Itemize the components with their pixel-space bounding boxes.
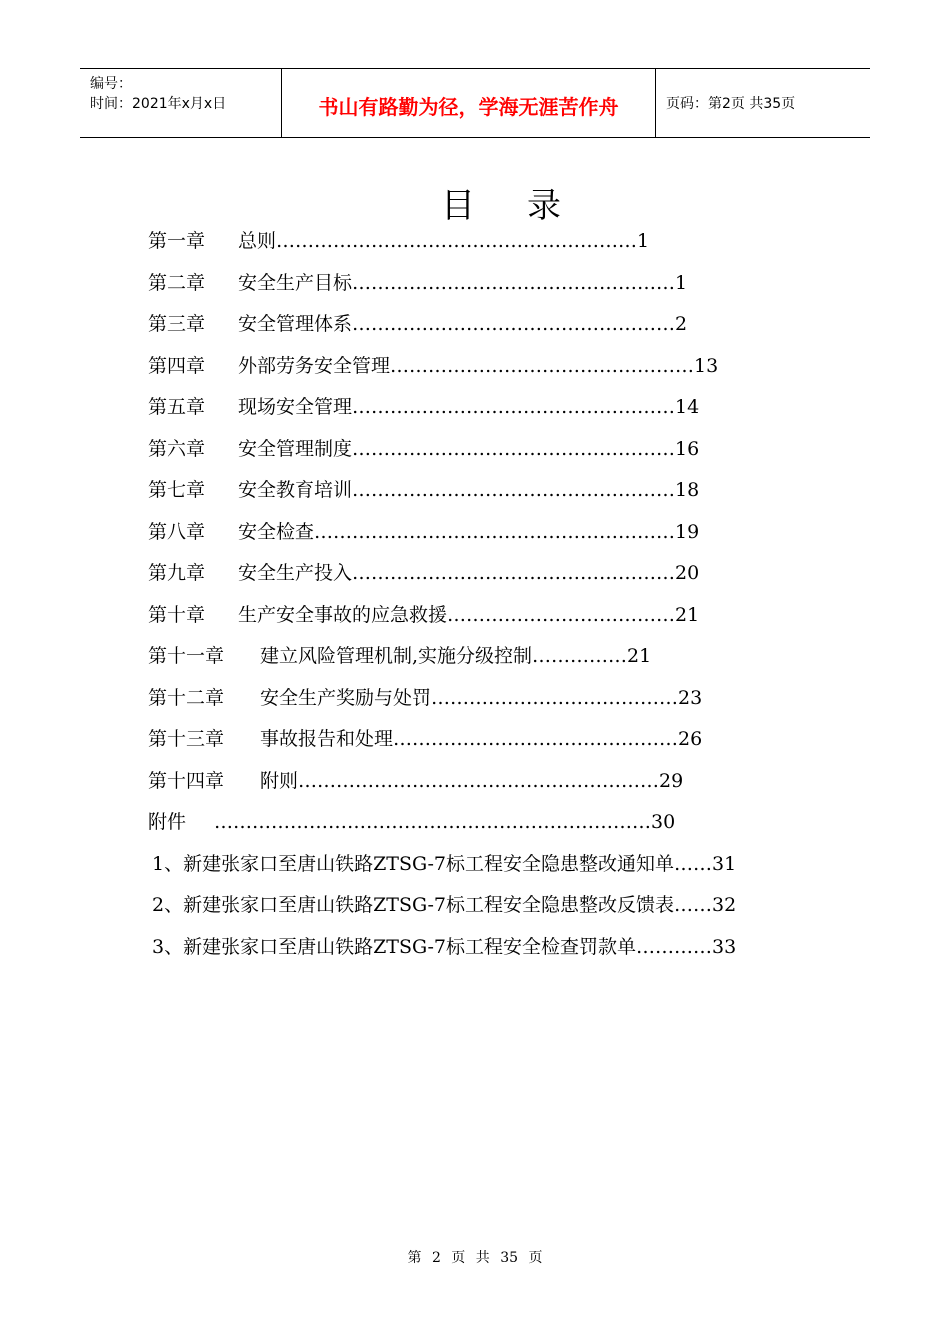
toc-dots: …………… [532, 645, 628, 667]
toc-chapter-number: 第十一章 [148, 645, 225, 667]
toc-dots: …………………………………………… [352, 437, 676, 460]
toc-chapter-title: 安全生产投入 [238, 562, 353, 584]
toc-chapter-title: 外部劳务安全管理 [238, 354, 391, 377]
toc-entry[interactable] [148, 434, 828, 476]
toc-chapter-title: 安全生产奖励与处罚 [260, 686, 432, 709]
toc-page: 18 [675, 479, 700, 501]
toc-entry[interactable] [148, 351, 828, 393]
toc-page: 21 [675, 603, 700, 626]
toc-page: 32 [712, 894, 737, 916]
toc-attachment[interactable] [148, 932, 828, 974]
toc-entry[interactable] [148, 309, 828, 351]
date-label: 时间：2021年x月x日 [90, 96, 227, 112]
toc-dots: …… [674, 894, 713, 916]
toc-dots: ………………………………………………… [276, 230, 638, 252]
page-info: 页码：第2页 共35页 [666, 96, 796, 112]
toc-chapter-number: 第九章 [148, 562, 206, 584]
motto: 书山有路勤为径，学海无涯苦作舟 [318, 95, 619, 119]
toc-dots: …………………………………………… [352, 479, 676, 501]
toc-dots: ……………………………… [447, 603, 676, 626]
page-header [80, 68, 870, 138]
toc-chapter-number: 第十章 [148, 603, 206, 626]
appendix-label: 附件 [148, 811, 187, 833]
toc-attachment[interactable] [148, 890, 828, 932]
toc-chapter-number: 第二章 [148, 271, 206, 294]
toc-page: 14 [675, 396, 700, 418]
toc-page: 26 [678, 728, 703, 750]
header-meta-cell [80, 69, 282, 137]
toc-chapter-title: 安全生产目标 [238, 271, 353, 294]
toc-dots: …………………………………………… [352, 562, 676, 584]
toc-entry[interactable] [148, 392, 828, 434]
toc-dots: …………………………………………………………… [214, 811, 651, 833]
attachment-title: 2、新建张家口至唐山铁路ZTSG-7标工程安全隐患整改反馈表 [152, 894, 675, 916]
toc-entry[interactable] [148, 268, 828, 310]
toc-chapter-number: 第七章 [148, 479, 206, 501]
attachment-title: 3、新建张家口至唐山铁路ZTSG-7标工程安全检查罚款单 [152, 935, 637, 958]
toc-page: 33 [712, 935, 737, 958]
toc-chapter-title: 附则 [260, 769, 299, 792]
toc-chapter-title: 安全教育培训 [238, 479, 353, 501]
page-footer: 第 2 页 共 35 页 [407, 1250, 543, 1266]
toc-entry[interactable] [148, 600, 828, 642]
toc-entry[interactable] [148, 226, 828, 268]
toc-page: 20 [675, 562, 700, 584]
toc-entry[interactable] [148, 766, 828, 808]
toc-dots: ……………………………………… [393, 728, 679, 750]
toc-chapter-number: 第三章 [148, 313, 206, 335]
toc-chapter-title: 建立风险管理机制,实施分级控制 [260, 645, 533, 667]
code-label: 编号： [90, 76, 132, 92]
toc-chapter-title: 安全检查 [238, 520, 315, 543]
toc-page: 1 [637, 230, 650, 252]
toc-dots: ………………………………………………… [298, 769, 660, 792]
toc-appendix[interactable] [148, 807, 828, 849]
toc-dots: ………………………………………………… [314, 520, 676, 543]
toc-chapter-number: 第八章 [148, 520, 206, 543]
toc-entry[interactable] [148, 475, 828, 517]
toc-dots: ………………………………………… [390, 354, 695, 377]
toc-page: 29 [659, 769, 684, 792]
header-motto-cell [282, 69, 656, 137]
toc-chapter-number: 第六章 [148, 437, 206, 460]
toc-chapter-title: 现场安全管理 [238, 396, 353, 418]
toc-entry[interactable] [148, 683, 828, 725]
toc-chapter-title: 事故报告和处理 [260, 728, 394, 750]
toc-dots: …………………………………………… [352, 313, 676, 335]
toc-dots: …… [674, 852, 713, 875]
toc-page: 1 [675, 271, 688, 294]
toc-chapter-title: 安全管理体系 [238, 313, 353, 335]
toc-dots: …………………………………………… [352, 396, 676, 418]
toc-page: 21 [627, 645, 652, 667]
toc-entry[interactable] [148, 558, 828, 600]
toc-page: 19 [675, 520, 700, 543]
toc-chapter-number: 第十四章 [148, 769, 225, 792]
toc-chapter-title: 生产安全事故的应急救援 [238, 603, 448, 626]
header-page-cell [656, 69, 870, 137]
toc-chapter-title: 安全管理制度 [238, 437, 353, 460]
toc-page: 2 [675, 313, 688, 335]
toc-chapter-number: 第四章 [148, 354, 206, 377]
toc-chapter-number: 第一章 [148, 230, 206, 252]
toc-chapter-number: 第五章 [148, 396, 206, 418]
toc-attachment[interactable] [148, 849, 828, 891]
toc-page: 16 [675, 437, 700, 460]
toc-page: 13 [694, 354, 719, 377]
toc-dots: …………………………………………… [352, 271, 676, 294]
toc-chapter-number: 第十二章 [148, 686, 225, 709]
toc-dots: ………………………………… [431, 686, 679, 709]
toc-chapter-title: 总则 [238, 230, 277, 252]
toc-entry[interactable] [148, 724, 828, 766]
toc-title: 目录 [441, 186, 613, 226]
toc-page: 31 [712, 852, 737, 875]
toc-entry[interactable] [148, 517, 828, 559]
toc-chapter-number: 第十三章 [148, 728, 225, 750]
table-of-contents [148, 226, 828, 973]
toc-page: 23 [678, 686, 703, 709]
toc-page: 30 [651, 811, 676, 833]
toc-dots: ………… [636, 935, 713, 958]
attachment-title: 1、新建张家口至唐山铁路ZTSG-7标工程安全隐患整改通知单 [152, 852, 675, 875]
toc-entry[interactable] [148, 641, 828, 683]
